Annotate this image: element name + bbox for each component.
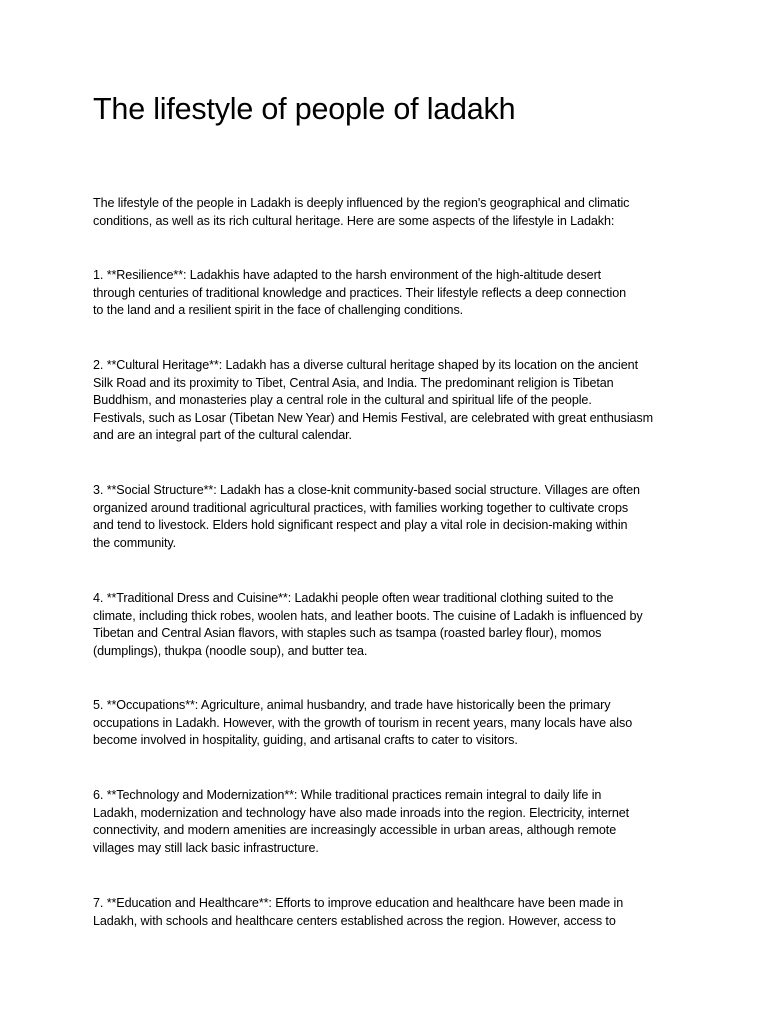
paragraph-line: Festivals, such as Losar (Tibetan New Year) and Hemis Festival, are celebrated with great enthusiasm xyxy=(93,410,654,425)
paragraph-line: to the land and a resilient spirit in the face of challenging conditions. xyxy=(93,303,464,318)
resilience-paragraph xyxy=(93,267,683,320)
paragraph-line: connectivity, and modern amenities are increasingly accessible in urban areas, although remote xyxy=(93,823,617,838)
paragraph-line: 6. **Technology and Modernization**: While traditional practices remain integral to daily life in xyxy=(93,788,602,802)
occupations-paragraph xyxy=(93,697,683,750)
paragraph-line: 1. **Resilience**: Ladakhis have adapted to the harsh environment of the high-altitude desert xyxy=(93,268,602,282)
paragraph-line: (dumplings), thukpa (noodle soup), and butter tea. xyxy=(93,643,368,658)
paragraph-line: through centuries of traditional knowledge and practices. Their lifestyle reflects a deep connection xyxy=(93,285,627,300)
education-healthcare-paragraph xyxy=(93,895,683,930)
social-structure-paragraph xyxy=(93,482,683,552)
paragraph-line: 3. **Social Structure**: Ladakh has a close-knit community-based social structure. Villages are often xyxy=(93,483,640,497)
paragraph-line: climate, including thick robes, woolen hats, and leather boots. The cuisine of Ladakh is influenced by xyxy=(93,608,643,623)
paragraph-line: 7. **Education and Healthcare**: Efforts to improve education and healthcare have been made in xyxy=(93,896,624,910)
paragraph-line: Silk Road and its proximity to Tibet, Central Asia, and India. The predominant religion is Tibetan xyxy=(93,375,614,390)
paragraph-line: 5. **Occupations**: Agriculture, animal husbandry, and trade have historically been the primary xyxy=(93,698,611,712)
technology-paragraph xyxy=(93,787,683,857)
intro-paragraph xyxy=(93,195,683,230)
paragraph-line: 4. **Traditional Dress and Cuisine**: Ladakhi people often wear traditional clothing suited to the xyxy=(93,591,614,605)
paragraph-line: occupations in Ladakh. However, with the growth of tourism in recent years, many locals have also xyxy=(93,715,633,730)
paragraph-line: conditions, as well as its rich cultural heritage. Here are some aspects of the lifestyle in Ladakh: xyxy=(93,213,615,228)
document-title: The lifestyle of people of ladakh xyxy=(93,92,516,126)
paragraph-line: Ladakh, modernization and technology have also made inroads into the region. Electricity, internet xyxy=(93,805,630,820)
paragraph-line: Tibetan and Central Asian flavors, with staples such as tsampa (roasted barley flour), momos xyxy=(93,626,602,641)
paragraph-line: organized around traditional agricultural practices, with families working together to cultivate crops xyxy=(93,500,629,515)
cultural-heritage-paragraph xyxy=(93,357,683,445)
paragraph-line: and are an integral part of the cultural calendar. xyxy=(93,428,352,443)
paragraph-line: 2. **Cultural Heritage**: Ladakh has a diverse cultural heritage shaped by its location on the ancient xyxy=(93,358,638,372)
paragraph-line: become involved in hospitality, guiding, and artisanal crafts to cater to visitors. xyxy=(93,733,518,748)
paragraph-line: The lifestyle of the people in Ladakh is deeply influenced by the region's geographical and climatic xyxy=(93,196,630,210)
paragraph-line: the community. xyxy=(93,535,177,550)
dress-cuisine-paragraph xyxy=(93,590,683,660)
paragraph-line: Buddhism, and monasteries play a central role in the cultural and spiritual life of the people. xyxy=(93,393,592,408)
paragraph-line: and tend to livestock. Elders hold significant respect and play a vital role in decision-making within xyxy=(93,518,628,533)
paragraph-line: villages may still lack basic infrastructure. xyxy=(93,840,319,855)
paragraph-line: Ladakh, with schools and healthcare centers established across the region. However, access to xyxy=(93,913,616,928)
